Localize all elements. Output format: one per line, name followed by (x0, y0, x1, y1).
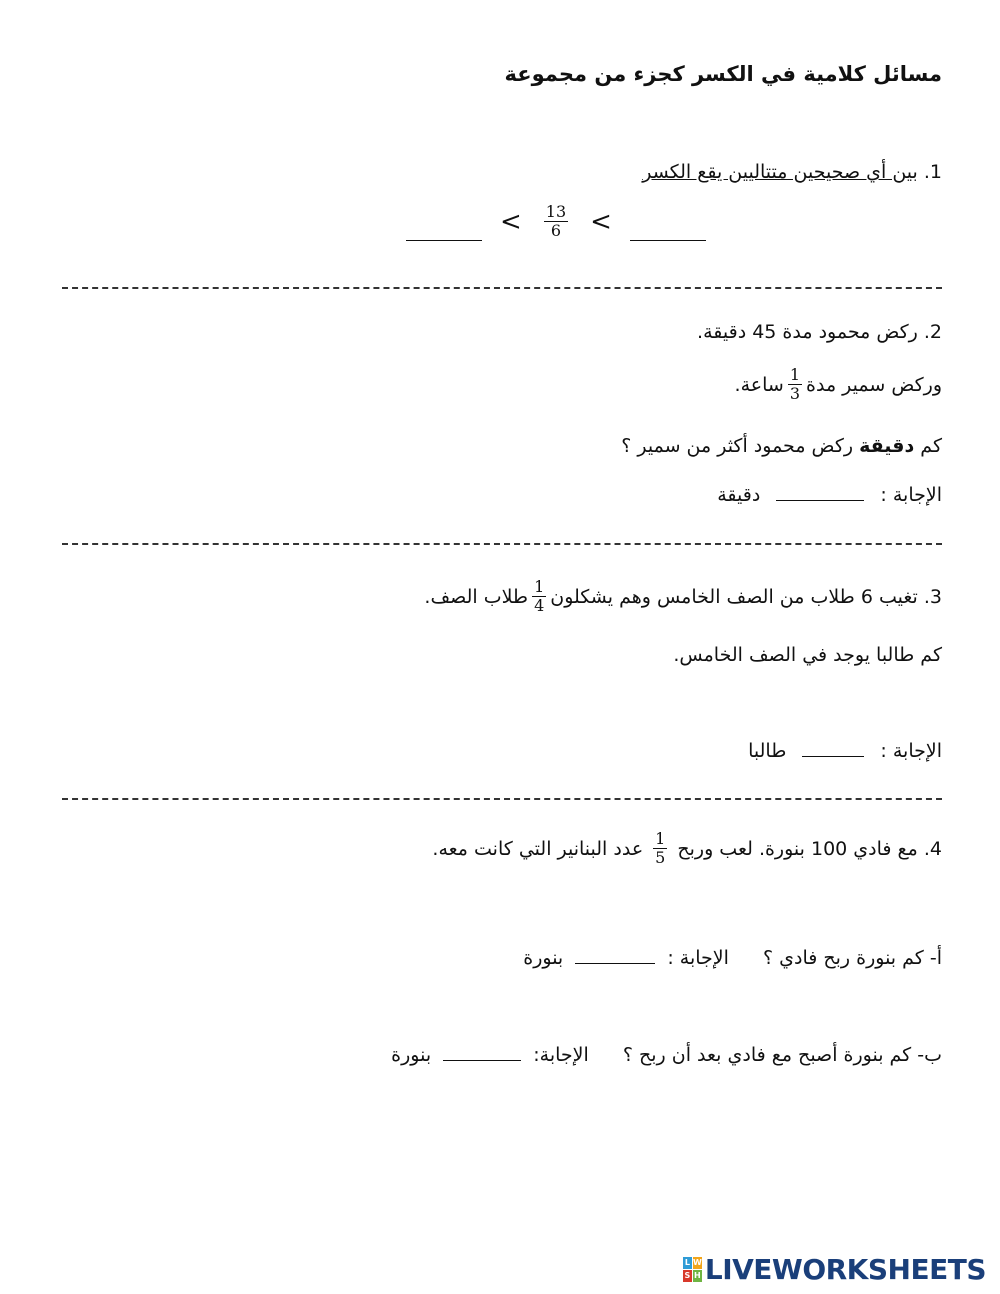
lower-integer-blank[interactable] (406, 222, 482, 241)
question-4b-row (391, 1042, 942, 1067)
logo-letter: L (684, 1257, 690, 1267)
fraction-numerator: 1 (789, 365, 801, 384)
question-4-line-1 (432, 830, 942, 867)
fraction-numerator: 13 (545, 202, 567, 221)
question-3-text-before: 3. تغيب 6 طلاب من الصف الخامس وهم يشكلون (550, 585, 942, 608)
question-2-line-3 (621, 434, 942, 458)
logo-text: LIVEWORKSHEETS (704, 1253, 986, 1286)
answer-unit: بنورة (523, 947, 564, 969)
answer-unit: طالبا (748, 740, 787, 762)
question-4a-row (523, 945, 942, 970)
fraction-1-5 (653, 830, 667, 867)
question-3-line-2: كم طالبا يوجد في الصف الخامس. (673, 644, 942, 666)
question-2-answer-blank[interactable] (776, 482, 864, 501)
answer-label: الإجابة : (667, 947, 729, 969)
logo-letter: W (692, 1257, 702, 1267)
liveworksheets-logo (683, 1253, 986, 1286)
question-2-rest: ركض محمود أكثر من سمير ؟ (621, 435, 854, 457)
fraction-numerator: 1 (534, 577, 545, 596)
question-2-text-after: ساعة. (734, 373, 784, 396)
question-4a-answer-blank[interactable] (575, 945, 655, 964)
question-1-inequality (406, 202, 706, 241)
less-than-sign-left: < (500, 206, 522, 237)
question-1-prompt (642, 160, 942, 184)
question-3-line-1 (424, 578, 942, 615)
question-3-answer-row (748, 738, 942, 763)
fraction-numerator: 1 (655, 829, 666, 848)
less-than-sign-right: < (590, 206, 612, 237)
logo-letter: H (694, 1270, 701, 1280)
logo-letter: S (684, 1270, 691, 1280)
fraction-denominator: 3 (789, 384, 801, 403)
fraction-denominator: 5 (655, 848, 666, 867)
question-2-bold-word: دقيقة (859, 435, 915, 457)
fraction-denominator: 4 (534, 596, 545, 615)
question-2-text-before: وركض سمير مدة (806, 373, 942, 396)
fraction-denominator: 6 (550, 221, 562, 240)
question-4-text-after: عدد البنانير التي كانت معه. (432, 837, 644, 860)
question-1-text: بين أي صحيحين متتاليين يقع الكسر (642, 161, 918, 183)
question-4a-text: أ- كم بنورة ربح فادي ؟ (762, 947, 942, 969)
question-4-text-before: 4. مع فادي 100 بنورة. لعب وربح (677, 837, 942, 860)
question-2-answer-row (717, 482, 942, 507)
question-1-number: 1. (923, 161, 942, 183)
fraction-1-4 (532, 578, 546, 615)
answer-unit: بنورة (391, 1044, 432, 1066)
question-2-prefix: كم (920, 435, 942, 457)
question-2-line-2 (735, 366, 942, 403)
question-2-line-1: 2. ركض محمود مدة 45 دقيقة. (697, 321, 942, 343)
worksheet-title: مسائل كلامية في الكسر كجزء من مجموعة (504, 62, 942, 86)
answer-unit: دقيقة (717, 484, 761, 506)
question-3-answer-blank[interactable] (802, 738, 864, 757)
upper-integer-blank[interactable] (630, 222, 706, 241)
section-divider (62, 798, 942, 800)
section-divider (62, 287, 942, 289)
question-3-text-after: طلاب الصف. (424, 585, 529, 608)
section-divider (62, 543, 942, 545)
answer-label: الإجابة : (880, 484, 942, 506)
answer-label: الإجابة: (533, 1044, 589, 1066)
fraction-13-6 (544, 203, 568, 240)
fraction-1-3 (788, 366, 802, 403)
logo-icon (683, 1257, 703, 1283)
question-4b-answer-blank[interactable] (443, 1042, 521, 1061)
question-4b-text: ب- كم بنورة أصبح مع فادي بعد أن ربح ؟ (622, 1044, 942, 1066)
answer-label: الإجابة : (880, 740, 942, 762)
